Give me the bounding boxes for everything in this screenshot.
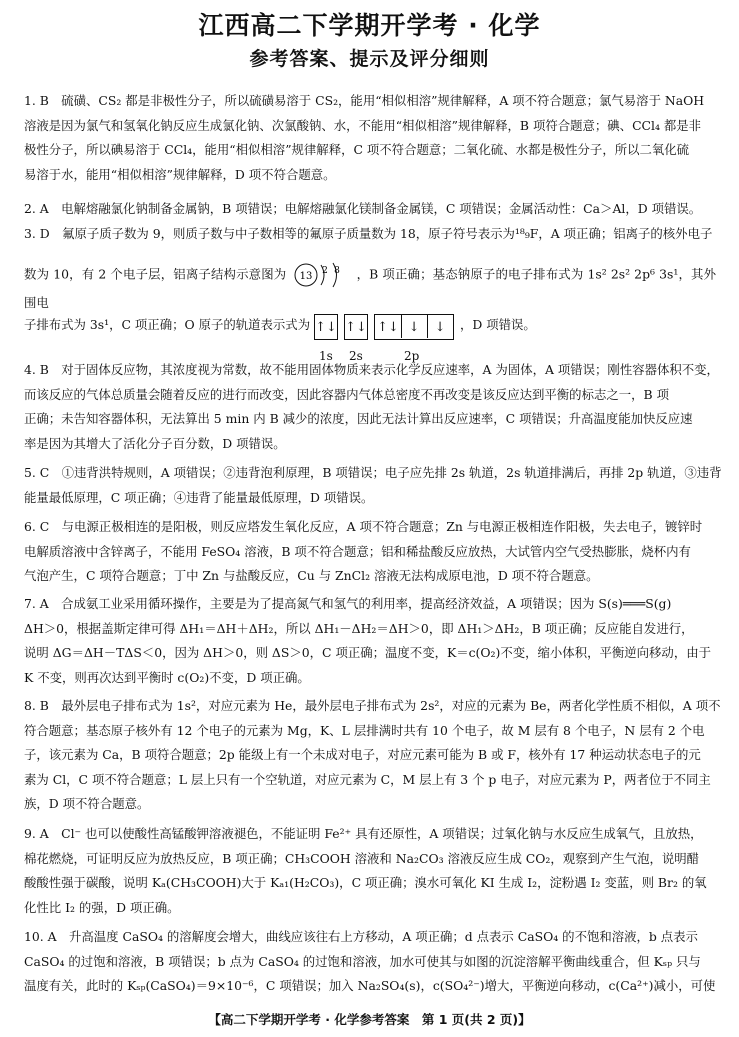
aluminum-ion-structure-diagram: [292, 259, 350, 291]
answer-4: [24, 358, 719, 456]
answer-line: ，D 项错误。: [460, 317, 536, 332]
answer-line: 子，该元素为 Ca，B 项符合题意；2p 能级上有一个未成对电子，对应元素可能为 B 或 F，核外有 17 种运动状态电子的元: [24, 747, 701, 762]
answer-2: [24, 197, 716, 222]
orbital-divider: [401, 314, 402, 338]
answer-line: 说明 ΔG＝ΔH－TΔS＜0，因为 ΔH＞0，则 ΔS＞0，C 项正确；温度不变，K＝c(O₂)不变，缩小体积，平衡逆向移动，由于: [24, 645, 711, 660]
answer-10: [24, 925, 716, 999]
answer-3-line-2: [24, 259, 716, 310]
answer-line: ，B 项正确；基态钠原子的电子排布式为 1s² 2s² 2p⁶ 3s¹，其外围电: [24, 266, 716, 310]
electrons-1s: ↑↓: [315, 319, 337, 335]
orbital-label-2p: 2p: [404, 348, 420, 363]
answer-7: [24, 592, 716, 690]
answer-line: 1. B 硫磺、CS₂ 都是非极性分子，所以硫磺易溶于 CS₂，能用“相似相溶”规律解释，A 项不符合题意；氯气易溶于 NaOH: [24, 93, 705, 108]
answer-1: [24, 89, 716, 187]
answer-line: 易溶于水，能用“相似相溶”规律解释，D 项不符合题意。: [24, 166, 336, 182]
answer-line: 5. C ①违背洪特规则，A 项错误；②违背泡利原理，B 项错误；电子应先排 2s 轨道，2s 轨道排满后，再排 2p 轨道，③违背: [24, 465, 722, 480]
answer-line: 能量最低原理，C 项正确；④违背了能量最低原理，D 项错误。: [24, 489, 374, 505]
orbital-divider: [427, 314, 428, 338]
answer-line: 子排布式为 3s¹，C 项正确；O 原子的轨道表示式为: [24, 317, 311, 332]
answer-line: ΔH＞0，根据盖斯定律可得 ΔH₁＝ΔH＋ΔH₂，所以 ΔH₁－ΔH₂＝ΔH＞0，即 ΔH₁＞ΔH₂，B 项正确；反应能自发进行，: [24, 620, 694, 636]
electrons-2p-3: ↓: [434, 319, 446, 335]
answer-line: 酸酸性强于碳酸，说明 Kₐ(CH₃COOH)大于 Kₐ₁(H₂CO₃)，C 项正确；溴水可氧化 KI 生成 I₂，淀粉遇 I₂ 变蓝，则 Br₂ 的氧: [24, 875, 707, 890]
answer-line: 而该反应的气体总质量会随着反应的进行而改变，因此容器内气体总密度不再改变是该反应达到平衡的标志之一，B 项: [24, 386, 669, 402]
page-footer: 【高二下学期开学考 · 化学参考答案 第 1 页(共 2 页)】: [208, 1012, 531, 1027]
answer-line: 气泡产生，C 项符合题意；丁中 Zn 与盐酸反应，Cu 与 ZnCl₂ 溶液无法构成原电池，D 项不符合题意。: [24, 568, 599, 583]
answer-line: 10. A 升高温度 CaSO₄ 的溶解度会增大，曲线应该往右上方移动，A 项正确；d 点表示 CaSO₄ 的不饱和溶液，b 点表示: [24, 929, 698, 944]
nucleus-charge: 13: [300, 271, 313, 282]
answer-line: 族，D 项不符合题意。: [24, 796, 150, 811]
answer-line: 溶液是因为氯气和氢氧化钠反应生成氯化钠、次氯酸钠、水，不能用“相似相溶”规律解释，B 项符合题意；碘、CCl₄ 都是非: [24, 117, 702, 133]
answer-line: 正确；未告知容器体积，无法算出 5 min 内 B 减少的浓度，因此无法计算出反应速率，C 项错误；升高温度能加快反应速: [24, 411, 693, 426]
orbital-label-1s: 1s: [319, 348, 333, 363]
answer-line: 9. A Cl⁻ 也可以使酸性高锰酸钾溶液褪色，不能证明 Fe²⁺ 具有还原性，A 项错误；过氧化钠与水反应生成氧气，且放热，: [24, 826, 703, 841]
answer-line: 电解质溶液中含锌离子，不能用 FeSO₄ 溶液，B 项不符合题意；铝和稀盐酸反应放热，大试管内空气受热膨胀，烧杯内有: [24, 543, 691, 559]
answer-8: [24, 694, 721, 817]
answer-line: 极性分子，所以碘易溶于 CCl₄，能用“相似相溶”规律解释，C 项不符合题意；二氧化硫、水都是极性分子，所以二氧化硫: [24, 142, 690, 157]
oxygen-orbital-diagram: [314, 314, 456, 363]
answer-line: 数为 10，有 2 个电子层，铝离子结构示意图为: [24, 266, 287, 282]
orbital-label-2s: 2s: [349, 348, 363, 363]
answer-line: 素为 Cl，C 项不符合题意；L 层上只有一个空轨道，对应元素为 C，M 层上有 3 个 p 电子，对应元素为 P，两者位于不同主: [24, 771, 711, 787]
answer-line: CaSO₄ 的过饱和溶液，B 项错误；b 点为 CaSO₄ 的过饱和溶液，加水可使其与如图的沉淀溶解平衡曲线重合，但 Kₛₚ 只与: [24, 953, 701, 969]
answer-line: K 不变，则再次达到平衡时 c(O₂)不变，D 项正确。: [24, 669, 310, 685]
answer-line: 8. B 最外层电子排布式为 1s²，对应元素为 He，最外层电子排布式为 2s²，对应的元素为 Be，两者化学性质不相似，A 项不: [24, 698, 721, 713]
answer-line: 化性比 I₂ 的强，D 项正确。: [24, 899, 180, 915]
answer-line: 符合题意；基态原子核外有 12 个电子的元素为 Mg，K、L 层排满时共有 10 个电子，故 M 层有 8 个电子，N 层有 2 个电: [24, 722, 705, 738]
answer-line: 3. D 氟原子质子数为 9，则质子数与中子数相等的氟原子质量数为 18，原子符号表示为¹⁸₉F，A 项正确；铝离子的核外电子: [24, 226, 713, 241]
answer-line: 7. A 合成氨工业采用循环操作，主要是为了提高氮气和氢气的利用率，提高经济效益，A 项错误；因为 S(s)═══S(g): [24, 596, 672, 611]
answer-9: [24, 822, 716, 920]
electrons-2p-2: ↓: [408, 319, 420, 335]
answer-3-line-3: [24, 313, 716, 363]
shell-2-electrons: 8: [334, 266, 341, 276]
electrons-2s: ↑↓: [345, 319, 367, 335]
answer-line: 2. A 电解熔融氯化钠制备金属钠，B 项错误；电解熔融氯化镁制备金属镁，C 项错误；金属活动性：Ca＞Al，D 项错误。: [24, 201, 702, 216]
answer-6: [24, 515, 716, 589]
shell-1-electrons: 2: [322, 266, 329, 276]
answer-line: 4. B 对于固体反应物，其浓度视为常数，故不能用固体物质来表示化学反应速率，A 为固体，A 项错误；刚性容器体积不变，: [24, 362, 719, 377]
page-subtitle: 参考答案、提示及评分细则: [249, 48, 490, 70]
answer-5: [24, 461, 722, 510]
answer-line: 6. C 与电源正极相连的是阳极，则反应塔发生氧化反应，A 项不符合题意；Zn 与电源正极相连作阳极，失去电子，镀锌时: [24, 519, 703, 534]
answer-line: 率是因为其增大了活化分子百分数，D 项错误。: [24, 435, 286, 451]
page-title: 江西高二下学期开学考 · 化学: [198, 11, 541, 40]
electrons-2p-1: ↑↓: [377, 319, 399, 335]
answer-line: 温度有关，此时的 Kₛₚ(CaSO₄)＝9×10⁻⁶，C 项错误；加入 Na₂SO₄(s)，c(SO₄²⁻)增大，平衡逆向移动，c(Ca²⁺)减小，可使: [24, 978, 716, 993]
answer-line: 棉花燃烧，可证明反应为放热反应，B 项正确；CH₃COOH 溶液和 Na₂CO₃ 溶液反应生成 CO₂，观察到产生气泡，说明醋: [24, 850, 700, 866]
answer-3: [24, 222, 716, 247]
